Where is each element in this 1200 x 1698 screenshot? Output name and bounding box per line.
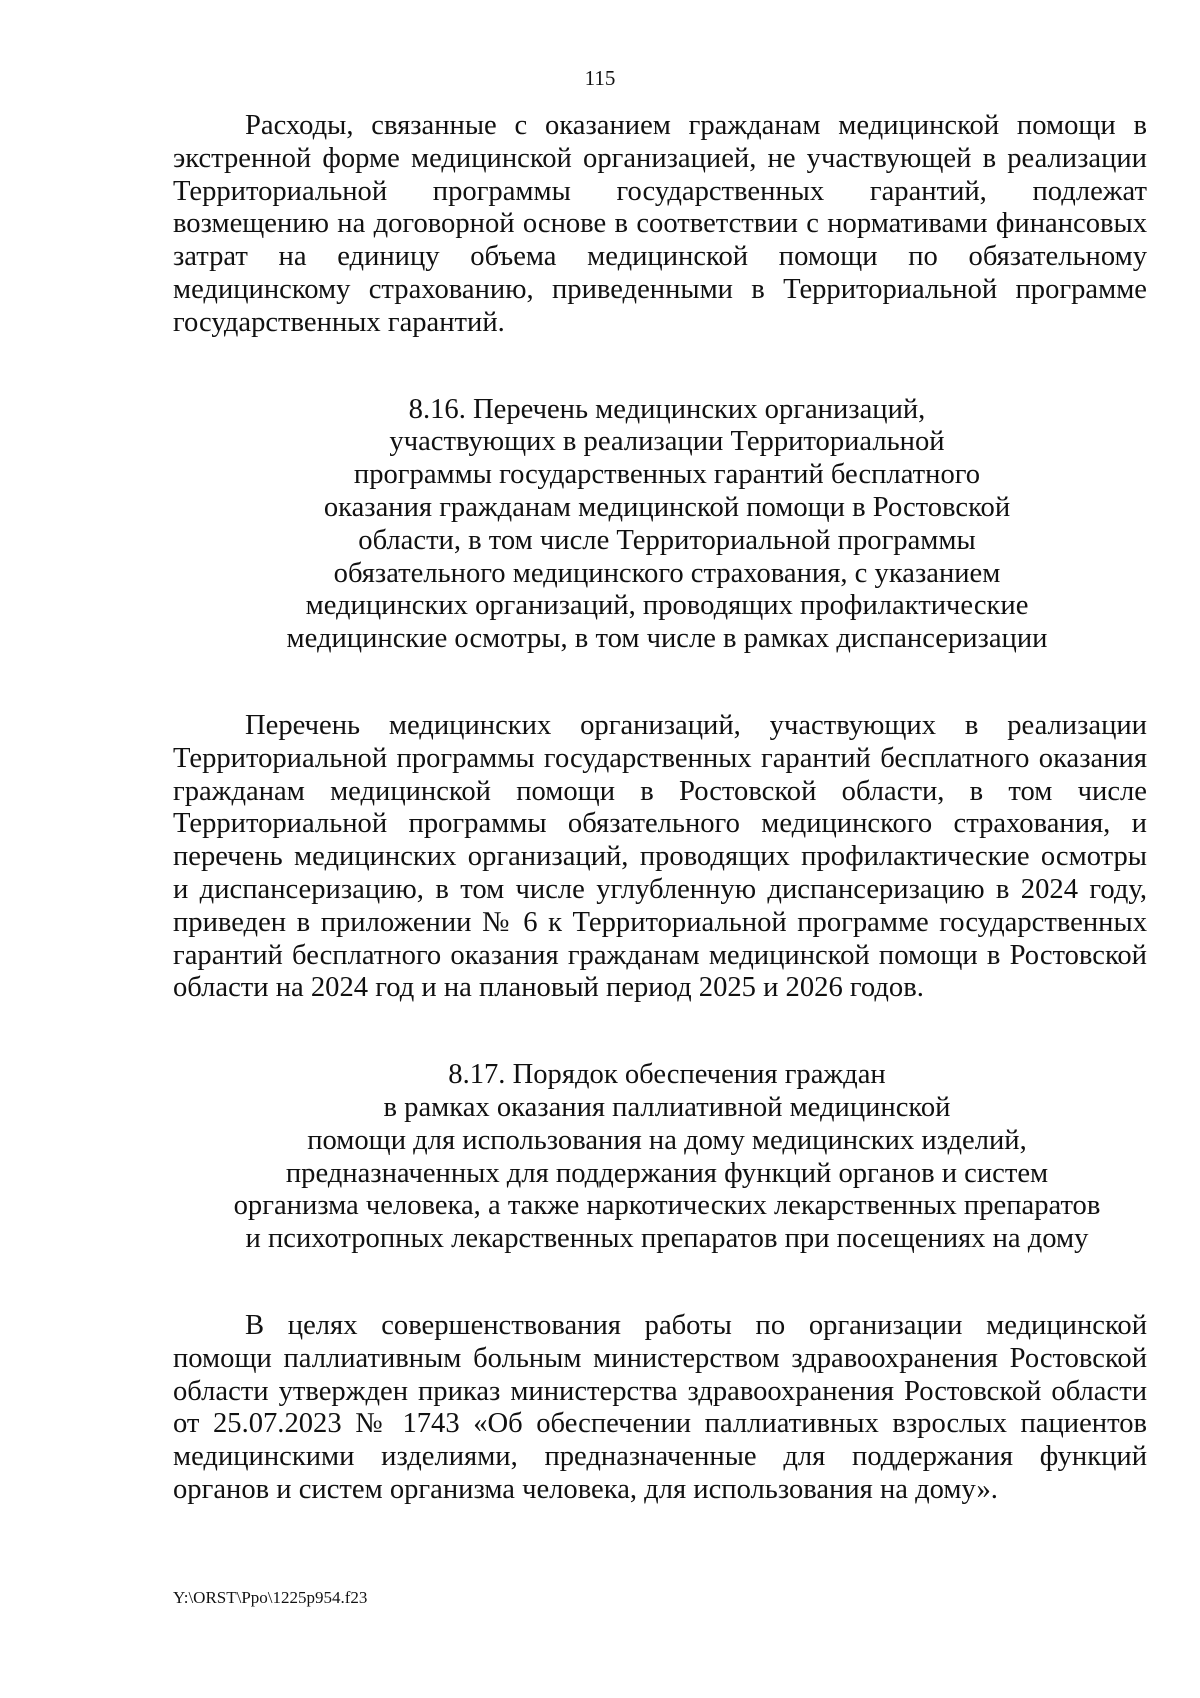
paragraph-medical-organizations-list: Перечень медицинских организаций, участвующих в реализации Территориальной программы государственных гарантий бесплатного оказания гражданам медицинской помощи в Ростовской области, в том числе Территориальной программы обязательного медицинского страхования, и перечень медицинских организаций, проводящих профилактические осмотры и диспансеризацию, в том числе углубленную диспансеризацию в 2024 году, приведен в приложении № 6 к Территориальной программе государственных гарантий бесплатного оказания гражданам медицинской помощи в Ростовской области на 2024 год и на плановый период 2025 и 2026 годов.: [173, 709, 1147, 1004]
paragraph-palliative-care-order: В целях совершенствования работы по организации медицинской помощи паллиативным больным министерством здравоохранения Ростовской области утвержден приказ министерства здравоохранения Ростовской области от 25.07.2023 № 1743 «Об обеспечении паллиативных взрослых пациентов медицинскими изделиями, предназначенные для поддержания функций органов и систем организма человека, для использования на дому».: [173, 1309, 1147, 1505]
section-heading-8-16: 8.16. Перечень медицинских организаций, участвующих в реализации Территориальной программы государственных гарантий бесплатного оказания гражданам медицинской помощи в Ростовской области, в том числе Территориальной программы обязательного медицинского страхования, с указанием медицинских организаций, проводящих профилактические медицинские осмотры, в том числе в рамках диспансеризации: [286, 393, 1048, 655]
page-number: 115: [584, 66, 616, 90]
document-body: [173, 110, 1147, 1507]
paragraph-emergency-care-costs: Расходы, связанные с оказанием гражданам медицинской помощи в экстренной форме медицинской организацией, не участвующей в реализации Территориальной программы государственных гарантий, подлежат возмещению на договорной основе в соответствии с нормативами финансовых затрат на единицу объема медицинской помощи по обязательному медицинскому страхованию, приведенными в Территориальной программе государственных гарантий.: [173, 110, 1147, 338]
section-heading-8-17: 8.17. Порядок обеспечения граждан в рамках оказания паллиативной медицинской помощи для использования на дому медицинских изделий, предназначенных для поддержания функций органов и систем организма человека, а также наркотических лекарственных препаратов и психотропных лекарственных препаратов при посещениях на дому: [233, 1059, 1101, 1255]
footer-file-path: Y:\ORST\Ppo\1225p954.f23: [173, 1588, 368, 1607]
